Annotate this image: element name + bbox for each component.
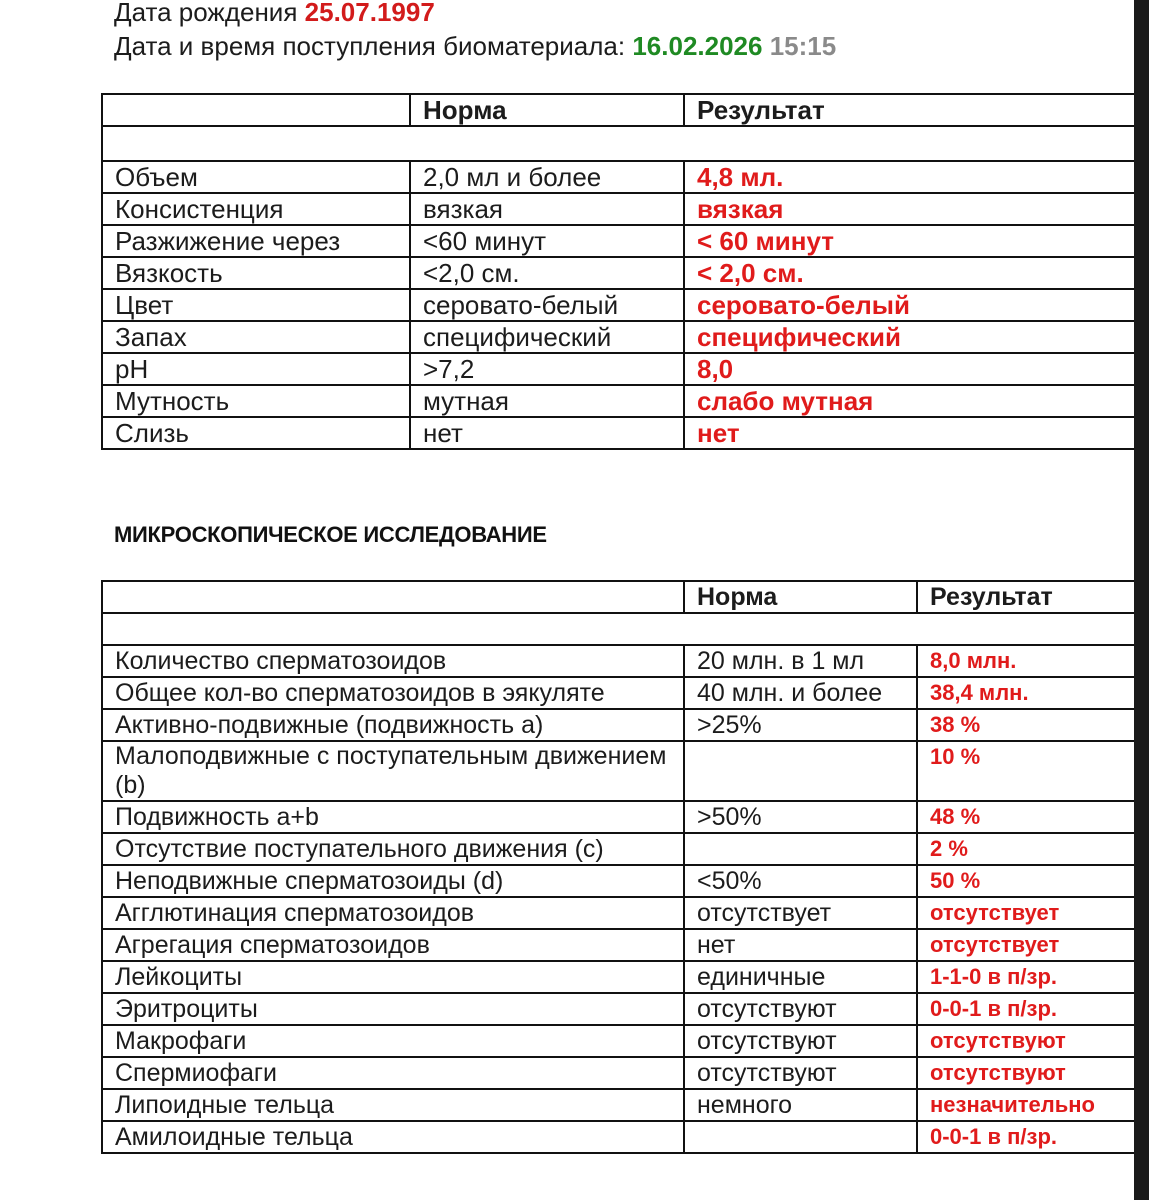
table-row: [102, 833, 1134, 865]
result-value: серовато-белый: [684, 289, 1134, 321]
table-row: [102, 353, 1134, 385]
indicator-name: Отсутствие поступательного движения (с): [102, 833, 684, 865]
dob-value: 25.07.1997: [304, 0, 435, 27]
norm-value: 20 млн. в 1 мл: [684, 645, 917, 677]
microscopic-table: [101, 580, 1134, 1154]
norm-value: <50%: [684, 865, 917, 897]
indicator-name: Макрофаги: [102, 1025, 684, 1057]
empty-cell: [102, 613, 1134, 645]
indicator-name: Неподвижные сперматозоиды (d): [102, 865, 684, 897]
indicator-name: pH: [102, 353, 410, 385]
receipt-time: 15:15: [769, 31, 837, 61]
norm-value: [684, 833, 917, 865]
result-value: вязкая: [684, 193, 1134, 225]
indicator-name: Объем: [102, 161, 410, 193]
indicator-name: Мутность: [102, 385, 410, 417]
norm-value: >25%: [684, 709, 917, 741]
result-value: 0-0-1 в п/зр.: [917, 993, 1134, 1025]
receipt-line: [114, 31, 836, 62]
table-row: [102, 289, 1134, 321]
table-row: [102, 417, 1134, 449]
table-row: [102, 741, 1134, 801]
indicator-name: Количество сперматозоидов: [102, 645, 684, 677]
norm-value: >7,2: [410, 353, 684, 385]
table-row: [102, 321, 1134, 353]
result-value: слабо мутная: [684, 385, 1134, 417]
norm-value: нет: [684, 929, 917, 961]
empty-row: [102, 126, 1134, 161]
result-value: 38 %: [917, 709, 1134, 741]
result-value: незначительно: [917, 1089, 1134, 1121]
dob-label: Дата рождения: [114, 0, 298, 27]
table-row: [102, 193, 1134, 225]
result-value: 10 %: [917, 741, 1134, 801]
indicator-name: Цвет: [102, 289, 410, 321]
table-row: [102, 225, 1134, 257]
indicator-name: Подвижность а+b: [102, 801, 684, 833]
norm-value: немного: [684, 1089, 917, 1121]
indicator-name: Спермиофаги: [102, 1057, 684, 1089]
norm-value: серовато-белый: [410, 289, 684, 321]
macroscopic-table: [101, 93, 1134, 450]
norm-value: [684, 1121, 917, 1153]
indicator-name: Общее кол-во сперматозоидов в эякуляте: [102, 677, 684, 709]
norm-value: <60 минут: [410, 225, 684, 257]
norm-header: Норма: [410, 94, 684, 126]
header-row: [102, 94, 1134, 126]
table-row: [102, 1057, 1134, 1089]
result-value: 0-0-1 в п/зр.: [917, 1121, 1134, 1153]
indicator-header: [102, 581, 684, 613]
table-row: [102, 929, 1134, 961]
table-row: [102, 1025, 1134, 1057]
result-value: < 60 минут: [684, 225, 1134, 257]
table-row: [102, 1121, 1134, 1153]
result-value: 8,0: [684, 353, 1134, 385]
table-row: [102, 257, 1134, 289]
norm-value: нет: [410, 417, 684, 449]
norm-value: <2,0 см.: [410, 257, 684, 289]
result-value: отсутствует: [917, 929, 1134, 961]
norm-value: вязкая: [410, 193, 684, 225]
receipt-date: 16.02.2026: [632, 31, 763, 61]
table-row: [102, 645, 1134, 677]
table-row: [102, 709, 1134, 741]
indicator-name: Разжижение через: [102, 225, 410, 257]
norm-header: Норма: [684, 581, 917, 613]
indicator-name: Слизь: [102, 417, 410, 449]
indicator-name: Эритроциты: [102, 993, 684, 1025]
result-value: специфический: [684, 321, 1134, 353]
indicator-name: Агглютинация сперматозоидов: [102, 897, 684, 929]
norm-value: отсутствуют: [684, 1025, 917, 1057]
norm-value: мутная: [410, 385, 684, 417]
indicator-header: [102, 94, 410, 126]
norm-value: 40 млн. и более: [684, 677, 917, 709]
indicator-name: Запах: [102, 321, 410, 353]
indicator-name: Липоидные тельца: [102, 1089, 684, 1121]
result-value: нет: [684, 417, 1134, 449]
table-row: [102, 801, 1134, 833]
dob-line: [114, 0, 435, 28]
result-header: Результат: [684, 94, 1134, 126]
indicator-name: Агрегация сперматозоидов: [102, 929, 684, 961]
section-title: МИКРОСКОПИЧЕСКОЕ ИССЛЕДОВАНИЕ: [114, 522, 547, 547]
result-header: Результат: [917, 581, 1134, 613]
result-value: < 2,0 см.: [684, 257, 1134, 289]
result-value: 8,0 млн.: [917, 645, 1134, 677]
result-value: отсутствуют: [917, 1057, 1134, 1089]
table-row: [102, 961, 1134, 993]
result-value: отсутствуют: [917, 1025, 1134, 1057]
table-row: [102, 677, 1134, 709]
norm-value: 2,0 мл и более: [410, 161, 684, 193]
indicator-name: Активно-подвижные (подвижность а): [102, 709, 684, 741]
result-value: отсутствует: [917, 897, 1134, 929]
indicator-name: Консистенция: [102, 193, 410, 225]
table-row: [102, 993, 1134, 1025]
norm-value: отсутствуют: [684, 993, 917, 1025]
result-value: 38,4 млн.: [917, 677, 1134, 709]
table-row: [102, 897, 1134, 929]
result-value: 4,8 мл.: [684, 161, 1134, 193]
result-value: 1-1-0 в п/зр.: [917, 961, 1134, 993]
empty-cell: [102, 126, 1134, 161]
norm-value: отсутствует: [684, 897, 917, 929]
table-row: [102, 865, 1134, 897]
indicator-name: Вязкость: [102, 257, 410, 289]
norm-value: >50%: [684, 801, 917, 833]
indicator-name: Амилоидные тельца: [102, 1121, 684, 1153]
empty-row: [102, 613, 1134, 645]
norm-value: отсутствуют: [684, 1057, 917, 1089]
table-row: [102, 161, 1134, 193]
result-value: 48 %: [917, 801, 1134, 833]
norm-value: специфический: [410, 321, 684, 353]
result-value: 2 %: [917, 833, 1134, 865]
table-row: [102, 385, 1134, 417]
header-row: [102, 581, 1134, 613]
indicator-name: Малоподвижные с поступательным движением (b): [102, 741, 684, 801]
indicator-name: Лейкоциты: [102, 961, 684, 993]
result-value: 50 %: [917, 865, 1134, 897]
receipt-label: Дата и время поступления биоматериала:: [114, 31, 626, 61]
table-row: [102, 1089, 1134, 1121]
norm-value: единичные: [684, 961, 917, 993]
norm-value: [684, 741, 917, 801]
